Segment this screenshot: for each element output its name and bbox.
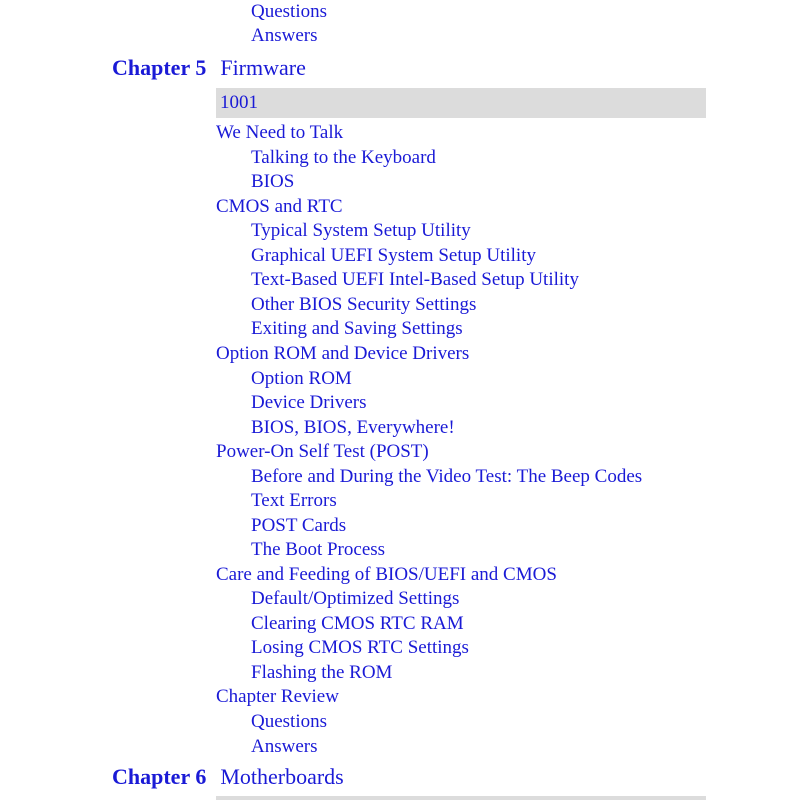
toc-subentry[interactable]: Clearing CMOS RTC RAM [251, 613, 464, 634]
toc-entry[interactable]: Power-On Self Test (POST) [216, 441, 429, 462]
chapter-5-title[interactable]: Firmware [220, 55, 306, 80]
toc-subentry[interactable]: Losing CMOS RTC Settings [251, 637, 469, 658]
toc-subentry[interactable]: Other BIOS Security Settings [251, 294, 477, 315]
toc-subentry[interactable]: Talking to the Keyboard [251, 147, 436, 168]
toc-subentry[interactable]: Default/Optimized Settings [251, 588, 460, 609]
page-marker-number: 1001 [220, 92, 258, 113]
toc-subentry[interactable]: Device Drivers [251, 392, 367, 413]
toc-entry[interactable]: Chapter Review [216, 686, 339, 707]
chapter-5-heading [112, 54, 306, 82]
chapter-6-heading [112, 763, 344, 791]
toc-subentry[interactable]: Answers [251, 736, 318, 757]
toc-subentry[interactable]: Graphical UEFI System Setup Utility [251, 245, 536, 266]
page-marker-band [216, 88, 706, 118]
chapter-6-title[interactable]: Motherboards [220, 764, 344, 789]
toc-entry[interactable]: Care and Feeding of BIOS/UEFI and CMOS [216, 564, 557, 585]
toc-subentry[interactable]: Typical System Setup Utility [251, 220, 471, 241]
page-marker-band-next [216, 796, 706, 800]
toc-subentry[interactable]: Option ROM [251, 368, 352, 389]
toc-subentry[interactable]: Questions [251, 711, 327, 732]
toc-subentry[interactable]: Flashing the ROM [251, 662, 393, 683]
toc-entry[interactable]: Option ROM and Device Drivers [216, 343, 470, 364]
toc-entry-questions-prev[interactable]: Questions [251, 1, 327, 22]
toc-subentry[interactable]: Text-Based UEFI Intel-Based Setup Utility [251, 269, 579, 290]
chapter-6-number[interactable]: Chapter 6 [112, 764, 207, 789]
toc-entry-answers-prev[interactable]: Answers [251, 25, 318, 46]
toc-subentry[interactable]: The Boot Process [251, 539, 386, 560]
toc-subentry[interactable]: Exiting and Saving Settings [251, 318, 463, 339]
toc-entry[interactable]: We Need to Talk [216, 122, 344, 143]
toc-entry[interactable]: CMOS and RTC [216, 196, 343, 217]
toc-subentry[interactable]: Text Errors [251, 490, 337, 511]
chapter-5-number[interactable]: Chapter 5 [112, 55, 207, 80]
toc-subentry[interactable]: BIOS, BIOS, Everywhere! [251, 417, 455, 438]
toc-subentry[interactable]: BIOS [251, 171, 295, 192]
toc-subentry[interactable]: Before and During the Video Test: The Beep Codes [251, 466, 643, 487]
toc-subentry[interactable]: POST Cards [251, 515, 347, 536]
